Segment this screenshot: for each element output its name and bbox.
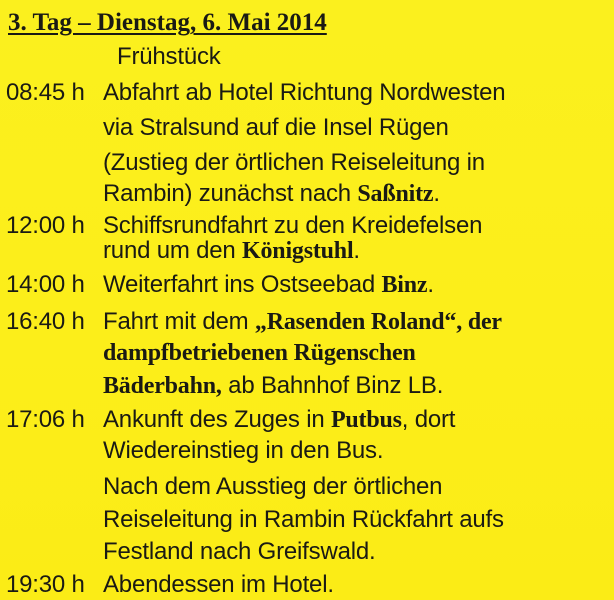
entry-1706-line5: Festland nach Greifswald.: [103, 538, 376, 565]
entry-1640-line3: [103, 371, 443, 401]
entry-1706-line1: [103, 405, 455, 435]
breakfast-line: Frühstück: [117, 43, 221, 70]
place-sassnitz: Saßnitz: [357, 181, 434, 207]
entry-1200-line1: Schiffsrundfahrt zu den Kreidefelsen: [103, 212, 483, 239]
entry-1706-line1-text: Ankunft des Zuges in: [103, 406, 331, 433]
time-1200: 12:00 h: [6, 212, 85, 239]
entry-1400-period: .: [427, 271, 434, 298]
time-1640: 16:40 h: [6, 308, 85, 335]
train-name-baederbahn: Bäderbahn,: [103, 373, 222, 399]
entry-1400-line1-text: Weiterfahrt ins Ostseebad: [103, 271, 382, 298]
entry-1400-line1: [103, 270, 434, 300]
entry-0845-line4-text: Rambin) zunächst nach: [103, 180, 358, 207]
entry-1706-line1-rest: , dort: [401, 406, 456, 433]
entry-0845-period: .: [433, 180, 440, 207]
entry-1640-line2: dampfbetriebenen Rügenschen: [103, 340, 416, 366]
time-1400: 14:00 h: [6, 271, 85, 298]
entry-1640-line1: [103, 307, 502, 337]
entry-1706-line3: Nach dem Ausstieg der örtlichen: [103, 473, 443, 500]
entry-1200-period: .: [353, 237, 360, 264]
place-putbus: Putbus: [330, 407, 402, 433]
entry-1640-line3-text: ab Bahnhof Binz LB.: [221, 372, 444, 399]
entry-1930-line1: Abendessen im Hotel.: [103, 571, 334, 598]
entry-0845-line1: Abfahrt ab Hotel Richtung Nordwesten: [103, 79, 506, 106]
place-binz: Binz: [381, 272, 428, 298]
entry-1640-line1-text: Fahrt mit dem: [103, 308, 255, 335]
entry-0845-line4: [103, 179, 440, 209]
entry-1706-line4: Reiseleitung in Rambin Rückfahrt aufs: [103, 506, 504, 533]
day-title: 3. Tag – Dienstag, 6. Mai 2014: [8, 9, 327, 36]
time-1706: 17:06 h: [6, 406, 85, 433]
entry-1200-line2: [103, 236, 360, 266]
entry-1706-line2: Wiedereinstieg in den Bus.: [103, 437, 384, 464]
entry-0845-line2: via Stralsund auf die Insel Rügen: [103, 114, 449, 141]
train-name-rasender-roland: „Rasenden Roland“, der: [254, 309, 502, 335]
time-0845: 08:45 h: [6, 79, 85, 106]
time-1930: 19:30 h: [6, 571, 85, 598]
place-koenigstuhl: Königstuhl: [242, 238, 354, 264]
entry-0845-line3: (Zustieg der örtlichen Reiseleitung in: [103, 149, 485, 176]
entry-1200-line2-text: rund um den: [103, 237, 243, 264]
